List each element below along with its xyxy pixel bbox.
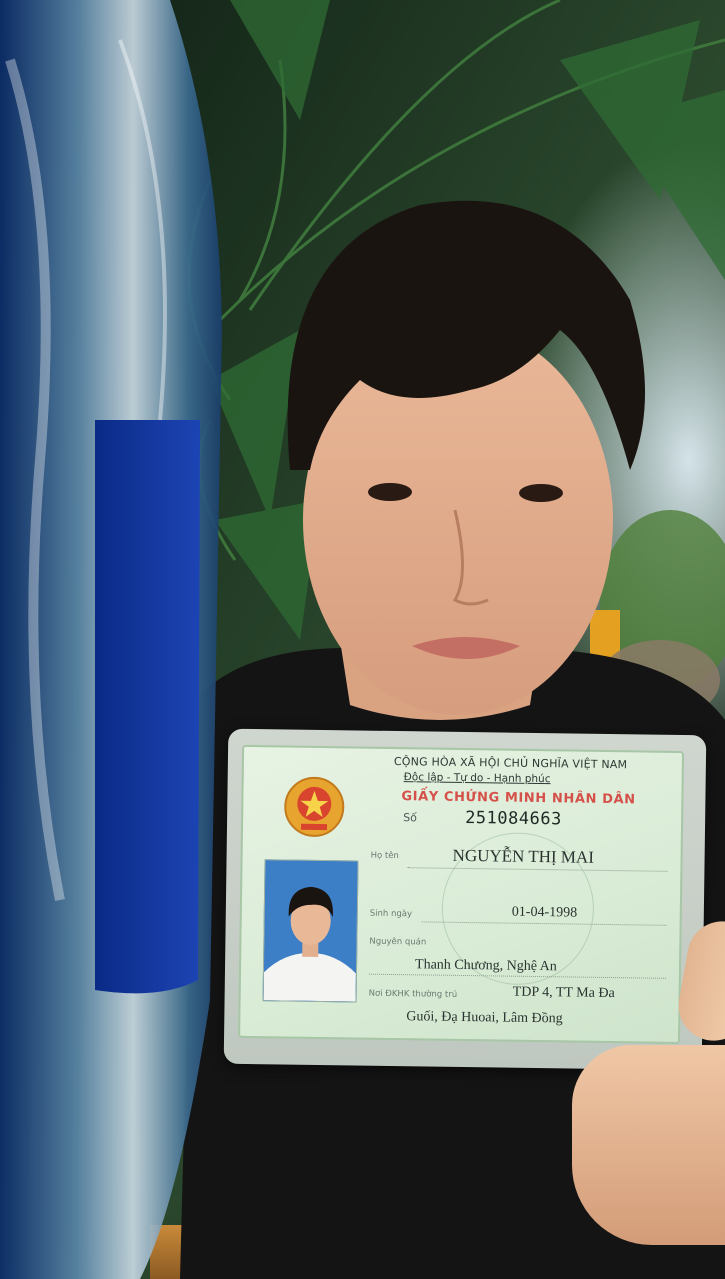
name-label: Họ tên bbox=[370, 850, 399, 862]
residence-label: Nơi ĐKHK thường trú bbox=[368, 988, 458, 1000]
dob-label: Sinh ngày bbox=[369, 908, 413, 920]
national-motto: Độc lập - Tự do - Hạnh phúc bbox=[403, 771, 551, 786]
id-card bbox=[224, 729, 707, 1071]
place-of-origin: Thanh Chương, Nghệ An bbox=[414, 957, 557, 975]
country-name: CỘNG HÒA XÃ HỘI CHỦ NGHĨA VIỆT NAM bbox=[393, 754, 628, 772]
id-number-label: Số bbox=[403, 811, 417, 825]
national-emblem-icon bbox=[283, 775, 346, 838]
full-name: NGUYỄN THỊ MAI bbox=[452, 845, 595, 867]
water-bottle bbox=[0, 0, 222, 1279]
residence-line-1: TDP 4, TT Ma Đa bbox=[512, 984, 615, 1002]
hand bbox=[572, 1045, 725, 1245]
id-number: 251084663 bbox=[464, 807, 562, 830]
residence-line-2: Guối, Đạ Huoai, Lâm Đồng bbox=[406, 1009, 563, 1027]
id-card-face bbox=[238, 745, 684, 1044]
origin-label: Nguyên quán bbox=[369, 936, 427, 948]
id-photo bbox=[263, 859, 359, 1002]
card-title: GIẤY CHỨNG MINH NHÂN DÂN bbox=[401, 789, 636, 808]
date-of-birth: 01-04-1998 bbox=[511, 904, 578, 921]
